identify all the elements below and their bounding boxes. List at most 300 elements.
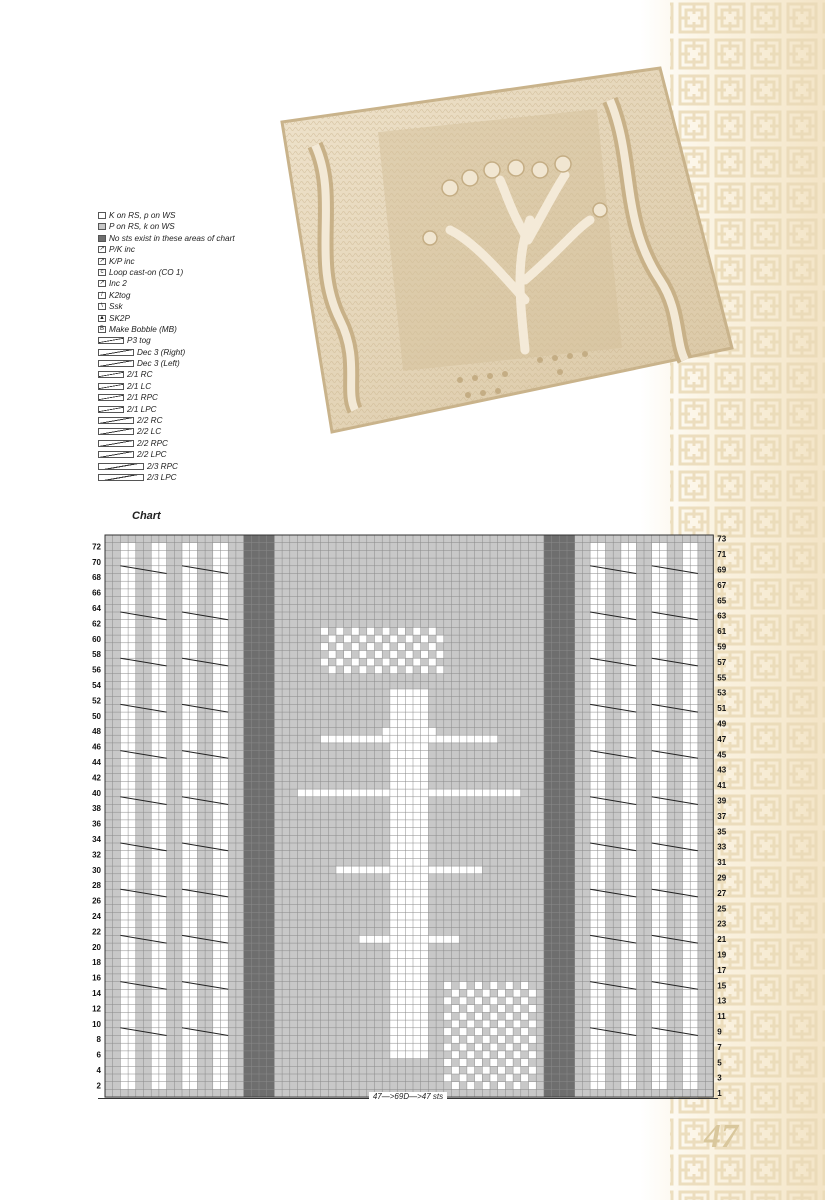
row-number: 34 [92,835,101,844]
seed-stitch [498,1036,506,1044]
seed-stitch [321,643,329,651]
knit-column [190,543,198,1090]
row-number: 67 [717,580,727,590]
seed-stitch [513,989,521,997]
seed-stitch [529,989,537,997]
tree-branch [321,735,390,743]
seed-stitch [405,635,413,643]
knitting-chart [80,520,730,1110]
seed-stitch [505,1074,513,1082]
legend-row [98,210,278,221]
row-number: 13 [717,996,727,1006]
knit-column [598,543,606,1090]
page-number: 47 [704,1118,738,1155]
seed-stitch [467,1082,475,1090]
seed-stitch [390,651,398,659]
seed-stitch [498,1005,506,1013]
row-number: 65 [717,596,727,606]
legend-row [98,438,278,449]
seed-stitch [452,1051,460,1059]
legend-row [98,472,278,483]
seed-stitch [521,997,529,1005]
seed-stitch [351,627,359,635]
row-number: 8 [96,1035,101,1045]
seed-stitch [521,1028,529,1036]
row-number: 63 [717,611,727,621]
seed-stitch [498,1051,506,1059]
seed-stitch [413,658,421,666]
stitch-count-label: 47—>69D—>47 sts [369,1092,447,1101]
seed-stitch [498,1066,506,1074]
seed-stitch [421,635,429,643]
seed-stitch [490,1012,498,1020]
seed-stitch [444,982,452,990]
row-number: 37 [717,811,727,821]
legend-symbol [98,440,134,447]
seed-stitch [444,1028,452,1036]
seed-stitch [490,1059,498,1067]
seed-stitch [490,997,498,1005]
seed-stitch [521,1043,529,1051]
seed-stitch [498,1020,506,1028]
seed-stitch [436,666,444,674]
legend-row [98,358,278,369]
seed-stitch [513,1020,521,1028]
row-number: 17 [717,965,727,975]
knit-column [182,543,190,1090]
legend-label: Loop cast-on (CO 1) [109,267,184,277]
row-number: 46 [92,742,101,752]
legend-label: K2tog [109,290,131,300]
seed-stitch [513,1036,521,1044]
seed-stitch [529,1005,537,1013]
seed-stitch [421,666,429,674]
legend-row [98,426,278,437]
chart-legend [98,210,278,483]
legend-symbol: c [98,269,106,276]
legend-label: Dec 3 (Left) [137,359,180,369]
seed-stitch [505,997,513,1005]
legend-symbol [98,394,124,401]
row-number: 35 [717,827,727,837]
seed-stitch [321,658,329,666]
seed-stitch [444,1059,452,1067]
row-number: 15 [717,981,727,991]
seed-stitch [359,666,367,674]
row-number: 26 [92,896,101,906]
legend-label: 2/2 RPC [137,438,168,448]
seed-stitch [359,635,367,643]
row-number: 14 [92,989,101,998]
row-number: 61 [717,627,727,637]
row-number: 4 [96,1066,101,1075]
seed-stitch [398,658,406,666]
row-number: 70 [92,557,101,567]
row-number: 55 [717,673,727,683]
row-number: 47 [717,734,727,744]
seed-stitch [452,1005,460,1013]
seed-stitch [529,1066,537,1074]
row-number: 39 [717,796,727,806]
legend-row [98,381,278,392]
row-number: 3 [717,1073,722,1083]
legend-label: Dec 3 (Right) [137,347,186,357]
seed-stitch [467,1036,475,1044]
legend-label: P/K inc [109,245,135,255]
row-number: 20 [92,942,101,952]
seed-stitch [452,989,460,997]
knit-column [629,543,637,1090]
seed-stitch [521,1059,529,1067]
legend-label: P on RS, k on WS [109,222,175,232]
seed-stitch [521,1074,529,1082]
seed-stitch [459,982,467,990]
seed-stitch [428,643,436,651]
knit-column [683,543,691,1090]
seed-stitch [359,651,367,659]
seed-stitch [490,982,498,990]
row-number: 58 [92,650,101,660]
legend-label: 2/3 LPC [147,472,177,482]
knit-column [221,543,229,1090]
knit-column [128,543,136,1090]
row-number: 30 [92,865,101,875]
legend-row [98,415,278,426]
row-number: 27 [717,888,727,898]
legend-symbol [98,371,124,378]
row-number: 54 [92,681,101,690]
seed-stitch [375,651,383,659]
row-number: 73 [717,534,727,544]
legend-symbol [98,360,134,367]
seed-stitch [336,643,344,651]
seed-stitch [375,635,383,643]
row-number: 52 [92,696,101,706]
legend-label: 2/1 RC [127,370,153,380]
seed-stitch [490,1043,498,1051]
seed-stitch [382,627,390,635]
seed-stitch [459,1074,467,1082]
legend-label: SK2P [109,313,130,323]
seed-stitch [529,1036,537,1044]
legend-row [98,221,278,232]
seed-stitch [529,1051,537,1059]
legend-row [98,324,278,335]
row-number: 11 [717,1012,726,1022]
legend-label: Make Bobble (MB) [109,324,177,334]
legend-label: Inc 2 [109,279,127,289]
seed-stitch [475,1028,483,1036]
row-number: 41 [717,781,727,791]
chart-grid [80,520,730,1110]
seed-stitch [475,1059,483,1067]
seed-stitch [459,1028,467,1036]
seed-stitch [475,1074,483,1082]
legend-row [98,267,278,278]
row-number: 60 [92,634,101,644]
legend-symbol: ↗ [99,246,105,253]
legend-label: P3 tog [127,336,151,346]
row-number: 33 [717,842,727,852]
row-number: 57 [717,657,727,667]
row-number: 6 [96,1050,101,1060]
seed-stitch [382,658,390,666]
seed-stitch [452,1036,460,1044]
row-number: 19 [717,950,727,960]
seed-stitch [413,627,421,635]
legend-symbol [98,383,124,390]
legend-row [98,301,278,312]
seed-stitch [351,658,359,666]
seed-stitch [452,1066,460,1074]
row-number: 38 [92,804,101,814]
seed-stitch [490,1028,498,1036]
legend-row [98,290,278,301]
seed-stitch [475,997,483,1005]
row-number: 48 [92,727,101,737]
seed-stitch [382,643,390,651]
seed-stitch [505,1059,513,1067]
seed-stitch [475,982,483,990]
row-number: 36 [92,819,101,829]
seed-stitch [475,1012,483,1020]
seed-stitch [482,989,490,997]
legend-row [98,347,278,358]
seed-stitch [444,1043,452,1051]
seed-stitch [413,643,421,651]
legend-symbol [98,212,106,219]
seed-stitch [444,997,452,1005]
knit-column [590,543,598,1090]
row-number: 44 [92,758,101,767]
seed-stitch [459,1059,467,1067]
seed-stitch [421,651,429,659]
seed-stitch [328,635,336,643]
legend-label: K/P inc [109,256,135,266]
seed-stitch [513,1005,521,1013]
legend-label: No sts exist in these areas of chart [109,233,235,243]
legend-row [98,256,278,267]
legend-symbol [98,474,144,481]
seed-stitch [375,666,383,674]
seed-stitch [482,1051,490,1059]
row-number: 50 [92,711,101,721]
legend-symbol: B [99,325,104,332]
knit-column [159,543,167,1090]
seed-stitch [390,635,398,643]
seed-stitch [444,1074,452,1082]
legend-row [98,461,278,472]
seed-stitch [459,1012,467,1020]
seed-stitch [505,1043,513,1051]
seed-stitch [482,1082,490,1090]
seed-stitch [436,635,444,643]
row-number: 22 [92,927,101,937]
tree-branch [428,866,482,874]
legend-symbol [98,463,144,470]
seed-stitch [490,1074,498,1082]
seed-stitch [398,643,406,651]
legend-row [98,369,278,380]
legend-row [98,244,278,255]
seed-stitch [467,1051,475,1059]
seed-stitch [521,1012,529,1020]
row-number: 25 [717,904,727,914]
legend-label: 2/2 LC [137,427,162,437]
seed-stitch [529,1082,537,1090]
row-number: 59 [717,642,727,652]
legend-symbol: / [98,292,106,299]
legend-label: 2/2 LPC [137,450,167,460]
row-number: 23 [717,919,727,929]
row-number: 51 [717,704,727,714]
seed-stitch [498,1082,506,1090]
legend-symbol [98,223,106,230]
seed-stitch [444,1012,452,1020]
legend-label: K on RS, p on WS [109,211,176,220]
seed-stitch [405,666,413,674]
seed-stitch [467,1005,475,1013]
seed-stitch [390,666,398,674]
row-number: 45 [717,750,727,760]
knit-column [659,543,667,1090]
seed-stitch [452,1082,460,1090]
seed-stitch [467,1066,475,1074]
row-number: 2 [96,1081,101,1091]
knit-column [652,543,660,1090]
row-number: 66 [92,588,101,598]
row-number: 1 [717,1089,722,1099]
seed-stitch [521,982,529,990]
legend-symbol: ▲ [99,314,105,321]
knit-column [120,543,128,1090]
seed-stitch [344,666,352,674]
seed-stitch [505,1012,513,1020]
row-number: 18 [92,958,101,968]
row-number: 62 [92,619,101,629]
seed-stitch [428,627,436,635]
seed-stitch [367,627,375,635]
row-number: 56 [92,665,101,675]
chart-title: Chart [132,510,161,522]
seed-stitch [328,666,336,674]
seed-stitch [482,1036,490,1044]
legend-symbol [98,417,134,424]
seed-stitch [505,1028,513,1036]
legend-symbol [98,337,124,344]
row-number: 28 [92,881,101,891]
seed-stitch [328,651,336,659]
legend-symbol: ↗ [99,257,105,264]
legend-label: 2/3 RPC [147,461,178,471]
row-number: 53 [717,688,727,698]
seed-stitch [351,643,359,651]
row-number: 43 [717,765,727,775]
row-number: 72 [92,542,101,552]
row-number: 21 [717,935,727,945]
seed-stitch [405,651,413,659]
legend-label: 2/1 LC [127,381,152,391]
seed-stitch [529,1020,537,1028]
seed-stitch [513,1066,521,1074]
seed-stitch [428,658,436,666]
legend-label: 2/1 RPC [127,393,158,403]
row-number: 68 [92,573,101,583]
seed-stitch [498,989,506,997]
legend-symbol [98,451,134,458]
row-number: 69 [717,565,727,575]
legend-row [98,233,278,244]
seed-stitch [336,658,344,666]
seed-stitch [344,635,352,643]
row-number: 9 [717,1027,722,1037]
legend-row [98,278,278,289]
row-number: 64 [92,604,101,613]
legend-row [98,335,278,346]
row-number: 42 [92,773,101,783]
legend-row [98,392,278,403]
seed-stitch [467,989,475,997]
seed-stitch [367,658,375,666]
row-number: 29 [717,873,727,883]
row-number: 32 [92,850,101,860]
legend-row [98,313,278,324]
legend-symbol [98,406,124,413]
seed-stitch [336,627,344,635]
seed-stitch [505,982,513,990]
row-number: 31 [717,858,727,868]
legend-symbol [98,235,106,242]
row-number: 24 [92,912,101,921]
seed-stitch [367,643,375,651]
legend-row [98,449,278,460]
seed-stitch [344,651,352,659]
row-number: 71 [717,550,727,560]
legend-label: 2/1 LPC [127,404,157,414]
row-number: 12 [92,1004,101,1014]
legend-symbol [98,428,134,435]
seed-stitch [452,1020,460,1028]
swatch-photo [270,60,750,460]
legend-label: Ssk [109,302,123,312]
seed-stitch [321,627,329,635]
knit-column [151,543,159,1090]
legend-row [98,404,278,415]
seed-stitch [513,1051,521,1059]
seed-stitch [459,997,467,1005]
seed-stitch [467,1020,475,1028]
tree-branch [336,866,390,874]
stitch-count [98,1092,718,1106]
knit-column [690,543,698,1090]
row-number: 49 [717,719,727,729]
seed-stitch [459,1043,467,1051]
seed-stitch [482,1066,490,1074]
row-number: 10 [92,1019,101,1029]
legend-symbol: \ [98,303,106,310]
legend-symbol [98,349,134,356]
seed-stitch [482,1020,490,1028]
seed-stitch [398,627,406,635]
row-number: 7 [717,1042,722,1052]
seed-stitch [475,1043,483,1051]
row-number: 16 [92,973,101,983]
row-number: 5 [717,1058,722,1068]
seed-stitch [436,651,444,659]
tree-branch [428,735,497,743]
seed-stitch [482,1005,490,1013]
row-number: 40 [92,788,101,798]
